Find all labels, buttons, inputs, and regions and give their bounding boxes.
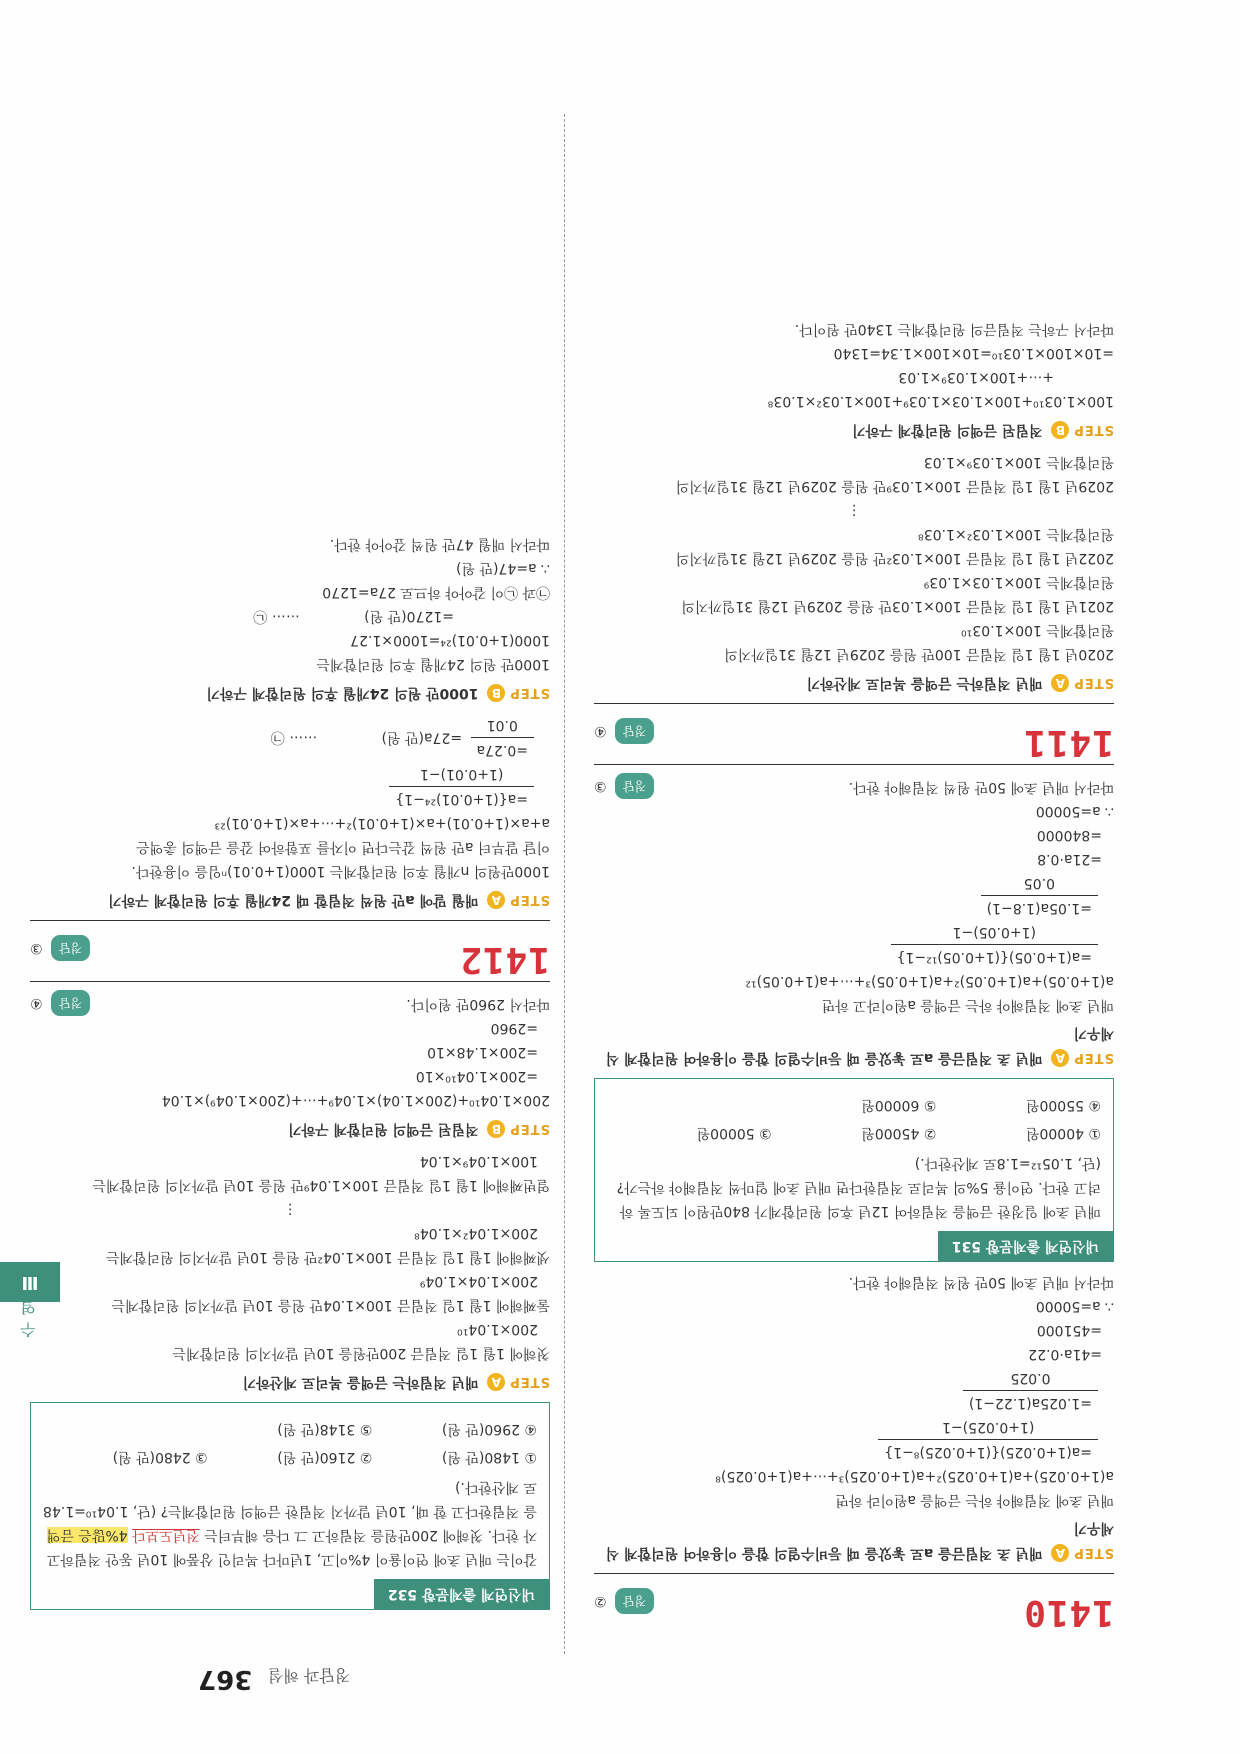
answer-badge: 정답 bbox=[615, 1588, 654, 1614]
answer-mark bbox=[30, 935, 90, 961]
solution-line: 2021년 1월 1일 적립금 100×1.03만 원을 2029년 12월 31일까지의 bbox=[681, 598, 1114, 614]
option: ⑤ 3148(만 원) bbox=[277, 1421, 373, 1437]
solution-line: ㉠과 ㉡이 같아야 하므로 27a=1270 bbox=[322, 584, 550, 600]
step-title: 1000만 원의 24개월 후의 원리합계 구하기 bbox=[206, 685, 479, 701]
step-letter: A bbox=[1051, 1049, 1069, 1067]
solution-line: 첫해에 1월 1일 적립금 200만원을 10년 말까지의 원리합계는 bbox=[172, 1345, 550, 1361]
solution-line: 따라서 구하는 적립금의 원리합계는 1340만 원이다. bbox=[794, 321, 1114, 337]
fraction bbox=[389, 762, 534, 811]
numerator: =0.27a bbox=[471, 737, 534, 762]
highlight-yellow: 4%많은 금액 bbox=[46, 1527, 128, 1543]
solution-line: 100×1.04⁹×1.04 bbox=[419, 1153, 538, 1169]
solution-line: =451000 bbox=[1036, 1322, 1102, 1338]
answer-options bbox=[31, 1413, 549, 1473]
left-column bbox=[594, 317, 1114, 1634]
solution-line: 2020년 1월 1일 적립금 100만 원을 2029년 12월 31일까지의 bbox=[724, 646, 1114, 662]
step-word: STEP bbox=[1073, 675, 1114, 690]
step-title: 적립된 금액의 원리합계 구하기 bbox=[288, 1121, 479, 1137]
solution-line: =41a·0.22 bbox=[1028, 1346, 1102, 1362]
question-text: 을 적립한다고 할 때, 10년 말까지 적립한 금액의 원리합계는? (단, 1.04¹⁰=1.48로 계산한다.) bbox=[43, 1479, 537, 1519]
denominator: (1+0.05)−1 bbox=[952, 924, 1036, 940]
solution-line: 200×1.04×1.04⁹ bbox=[419, 1273, 538, 1289]
denominator: (1+0.025)−1 bbox=[942, 1419, 1035, 1435]
problem-1411-head bbox=[594, 708, 1114, 763]
step-word: STEP bbox=[509, 892, 550, 907]
step-title: 매년 적립하는 금액을 복리로 계산하기 bbox=[242, 1374, 479, 1390]
answer-value: ② bbox=[594, 1593, 607, 1609]
solution-line: ∴ a=50000 bbox=[1035, 1298, 1114, 1314]
solution-line: ⋮ bbox=[847, 502, 861, 518]
problem-531-box bbox=[594, 1078, 1114, 1262]
step-letter: A bbox=[487, 1373, 505, 1391]
solution-line: =200×1.48×10 bbox=[427, 1044, 538, 1060]
right-column bbox=[30, 532, 550, 1634]
solution-line: 매년 초에 적립해야 하는 금액을 a원이라 하면 bbox=[835, 1492, 1114, 1508]
option: ④ 55000원 bbox=[1025, 1097, 1101, 1113]
solution-text: 따라서 2960만 원이다. bbox=[406, 996, 550, 1012]
step-b-heading bbox=[30, 680, 550, 705]
column-divider bbox=[564, 114, 565, 1654]
answer-mark bbox=[594, 1588, 654, 1614]
question-text: 갑이는 매년 초에 연이율이 4%이고, 1년마다 복리인 상품에 10년 동안 적립하고자 한다. 첫해에 200만원을 적립하고 그 다음 해부터는 bbox=[46, 1527, 537, 1567]
option: ① 40000원 bbox=[1025, 1125, 1101, 1141]
denominator: 0.01 bbox=[486, 717, 518, 733]
step-title: 매월 말에 a만 원씩 적립할 때 24개월 후의 원리합계 구하기 bbox=[108, 892, 479, 908]
option: ① 1480(만 원) bbox=[441, 1449, 537, 1465]
step-word: STEP bbox=[509, 685, 550, 700]
solution-line: ∴ a=47(만 원) bbox=[456, 560, 550, 576]
answer-value: ④ bbox=[594, 723, 607, 739]
solution-line: 2029년 1월 1일 적립금 100×1.03⁹만 원을 2029년 12월 31일까지의 bbox=[675, 478, 1114, 494]
answer-badge: 정답 bbox=[615, 773, 654, 799]
solution-line: 1000만 원의 24개월 후의 원리합계는 bbox=[316, 656, 550, 672]
box-question: 매년 초에 일정한 금액을 적립하여 12년 후의 원리합계가 840만원이 되도록 하려고 한다. 연이율 5%의 복리로 적립한다면 매년 초에 얼마씩 적립해야 하는가? (단, 1.05¹²=1.8로 계산한다.) bbox=[616, 1155, 1101, 1219]
step-a-heading bbox=[30, 887, 550, 912]
option: ③ 50000원 bbox=[696, 1125, 772, 1141]
solution-line: ⋮ bbox=[283, 1201, 297, 1217]
equation-label: ⋯⋯ ㉠ bbox=[270, 729, 318, 746]
step-word: STEP bbox=[1073, 422, 1114, 437]
solution-line: 2022년 1월 1일 적립금 100×1.03²만 원을 2029년 12월 31일까지의 bbox=[675, 550, 1114, 566]
problem-number: 1411 bbox=[1023, 722, 1114, 763]
fraction bbox=[981, 871, 1098, 920]
fraction-line bbox=[30, 762, 550, 811]
answer-options bbox=[595, 1089, 1113, 1149]
equation-label: ⋯⋯ ㉡ bbox=[253, 608, 300, 624]
step-title: 매년 초 적립금을 a로 놓았을 때 등비수열의 합을 이용하여 원리합계 식 세우기 bbox=[605, 1520, 1114, 1561]
solution-line: 200×1.04¹⁰ bbox=[457, 1321, 538, 1337]
problem-1410-head bbox=[594, 1578, 1114, 1633]
solution-line: 원리합계는 100×1.03×1.03⁹ bbox=[923, 574, 1114, 590]
step-word: STEP bbox=[1073, 1545, 1114, 1560]
solution-line: 열번째해에 1월 1일 적립금 100×1.04⁹만 원을 10년 말까지의 원리합계는 bbox=[92, 1177, 550, 1193]
fraction bbox=[878, 1415, 1098, 1464]
solution-line: 둘째해에 1월 1일 적립금 100×1.04만 원을 10년 말까지의 원리합계는 bbox=[111, 1297, 550, 1313]
solution-line: 이달 말부터 a만 원씩 갚는다면 이자를 포함하여 갚을 금액의 총액은 bbox=[136, 839, 550, 855]
page-number: 367 bbox=[198, 1664, 253, 1694]
answer-value: ③ bbox=[30, 940, 43, 956]
numerator: =a(1+0.05){(1+0.05)¹²−1} bbox=[891, 944, 1098, 969]
option: ④ 2960(만 원) bbox=[441, 1421, 537, 1437]
solution-line: 원리합계는 100×1.03⁹×1.03 bbox=[923, 454, 1114, 470]
solution-text: =27a(만 원) bbox=[381, 729, 463, 746]
solution-text: 따라서 매년 초에 50만 원씩 적립해야 한다. bbox=[848, 779, 1114, 795]
option: ② 45000원 bbox=[861, 1125, 937, 1141]
solution-line: 1000만원의 n개월 후의 원리합계는 1000(1+0.01)ⁿ임을 이용한다. bbox=[131, 863, 550, 879]
step-a-heading bbox=[594, 670, 1114, 695]
step-letter: B bbox=[487, 1120, 505, 1138]
numerator: =1.05a(1.8−1) bbox=[981, 895, 1098, 920]
solution-line: 매년 초에 적립해야 하는 금액을 a원이라고 하면 bbox=[821, 997, 1114, 1013]
solution-text: =1270(만 원) bbox=[364, 608, 454, 624]
solution-line: 200×1.04²×1.04⁸ bbox=[414, 1225, 538, 1241]
solution-line: 따라서 매년 초에 50만 원씩 적립해야 한다. bbox=[848, 1274, 1114, 1290]
box-question bbox=[31, 1473, 549, 1579]
box-heading: 내신연계 출제문항 531 bbox=[938, 1231, 1113, 1261]
step-letter: A bbox=[487, 891, 505, 909]
chapter-roman: Ⅲ bbox=[21, 1272, 39, 1293]
fraction-line bbox=[594, 1415, 1114, 1464]
answer-mark bbox=[30, 990, 90, 1016]
option: ⑤ 60000원 bbox=[861, 1097, 937, 1113]
solution-line: a+a×(1+0.01)+a×(1+0.01)²+⋯+a×(1+0.01)²³ bbox=[214, 815, 550, 831]
solution-line: =21a·0.8 bbox=[1037, 851, 1102, 867]
problem-number: 1412 bbox=[459, 939, 550, 980]
solution-line: 따라서 매월 47만 원씩 갚아야 한다. bbox=[329, 536, 550, 552]
solution-line bbox=[30, 992, 550, 1016]
step-letter: A bbox=[1051, 1544, 1069, 1562]
solution-line: =200×1.04¹⁰×10 bbox=[415, 1068, 538, 1084]
fraction-line bbox=[594, 871, 1114, 920]
problem-532-box bbox=[30, 1402, 550, 1610]
step-a-heading bbox=[594, 1021, 1114, 1070]
header-title: 정답과 해설 bbox=[268, 1666, 351, 1685]
solution-line: 셋째해에 1월 1일 적립금 100×1.04²만 원을 10년 말까지의 원리합계는 bbox=[106, 1249, 550, 1265]
solution-line bbox=[594, 775, 1114, 799]
solution-line bbox=[30, 604, 550, 628]
answer-badge: 정답 bbox=[51, 990, 90, 1016]
solution-line: +⋯+100×1.03⁹×1.03 bbox=[898, 369, 1054, 385]
solution-line: 원리합계는 100×1.03¹⁰ bbox=[961, 622, 1114, 638]
answer-value: ④ bbox=[30, 995, 43, 1011]
step-letter: B bbox=[1051, 421, 1069, 439]
step-word: STEP bbox=[1073, 1050, 1114, 1065]
answer-mark bbox=[594, 773, 654, 799]
step-letter: A bbox=[1051, 674, 1069, 692]
numerator: =a(1+0.025){(1+0.025)⁸−1} bbox=[878, 1439, 1098, 1464]
numerator: =a{(1+0.01)²⁴−1} bbox=[389, 786, 534, 811]
solution-line: a(1+0.05)+a(1+0.05)²+a(1+0.05)³+⋯+a(1+0.05)¹² bbox=[745, 973, 1114, 989]
step-b-heading bbox=[594, 417, 1114, 442]
step-title: 적립된 금액의 원리합계 구하기 bbox=[852, 422, 1043, 438]
answer-badge: 정답 bbox=[51, 935, 90, 961]
step-a-heading bbox=[30, 1369, 550, 1394]
fraction-line bbox=[30, 713, 550, 762]
problem-rule bbox=[30, 981, 550, 982]
problem-rule bbox=[594, 1573, 1114, 1574]
fraction-line bbox=[594, 1366, 1114, 1415]
denominator: 0.025 bbox=[1010, 1370, 1051, 1386]
denominator: 0.05 bbox=[1023, 875, 1055, 891]
solution-line: 200×1.04¹⁰+(200×1.04)×1.04⁹+⋯+(200×1.04⁹)×1.04 bbox=[161, 1092, 550, 1108]
answer-value: ③ bbox=[594, 778, 607, 794]
step-title: 매년 적립하는 금액을 복리로 계산하기 bbox=[806, 675, 1043, 691]
numerator: =1.025a(1.22−1) bbox=[963, 1390, 1098, 1415]
solution-line: a(1+0.025)+a(1+0.025)²+a(1+0.025)³+⋯+a(1+0.025)⁸ bbox=[715, 1468, 1114, 1484]
problem-rule bbox=[30, 920, 550, 921]
step-letter: B bbox=[487, 684, 505, 702]
step-title: 매년 초 적립금을 a로 놓았을 때 등비수열의 합을 이용하여 원리합계 식 세우기 bbox=[605, 1025, 1114, 1066]
step-a-heading bbox=[594, 1516, 1114, 1565]
fraction bbox=[963, 1366, 1098, 1415]
step-b-heading bbox=[30, 1116, 550, 1141]
solution-line: =840000 bbox=[1036, 827, 1102, 843]
answer-badge: 정답 bbox=[615, 718, 654, 744]
box-heading: 내신연계 출제문항 532 bbox=[374, 1579, 549, 1609]
denominator: (1+0.01)−1 bbox=[419, 766, 504, 782]
highlight-red: 전년도보다 bbox=[132, 1527, 200, 1543]
chapter-label: 수열 bbox=[20, 1297, 36, 1339]
answer-mark bbox=[594, 718, 654, 744]
option: ③ 2480(만 원) bbox=[112, 1449, 208, 1465]
fraction bbox=[891, 920, 1098, 969]
problem-1412-head bbox=[30, 925, 550, 980]
solution-line: =10×100×1.03¹⁰=10×100×1.34=1340 bbox=[833, 345, 1114, 361]
page-header bbox=[90, 1662, 1130, 1702]
problem-rule bbox=[594, 764, 1114, 765]
solution-line: 1000(1+0.01)²⁴=1000×1.27 bbox=[350, 632, 550, 648]
solution-line: 100×1.03¹⁰+100×1.03×1.03⁹+100×1.03²×1.03⁸ bbox=[767, 393, 1114, 409]
problem-number: 1410 bbox=[1023, 1592, 1114, 1633]
fraction bbox=[471, 713, 534, 762]
step-word: STEP bbox=[509, 1121, 550, 1136]
problem-rule bbox=[594, 703, 1114, 704]
option: ② 2160(만 원) bbox=[277, 1449, 373, 1465]
fraction-line bbox=[594, 920, 1114, 969]
solution-line: =2960 bbox=[490, 1020, 538, 1036]
solution-line: 원리합계는 100×1.03²×1.03⁸ bbox=[918, 526, 1114, 542]
step-word: STEP bbox=[509, 1374, 550, 1389]
solution-line: ∴ a=50000 bbox=[1035, 803, 1114, 819]
